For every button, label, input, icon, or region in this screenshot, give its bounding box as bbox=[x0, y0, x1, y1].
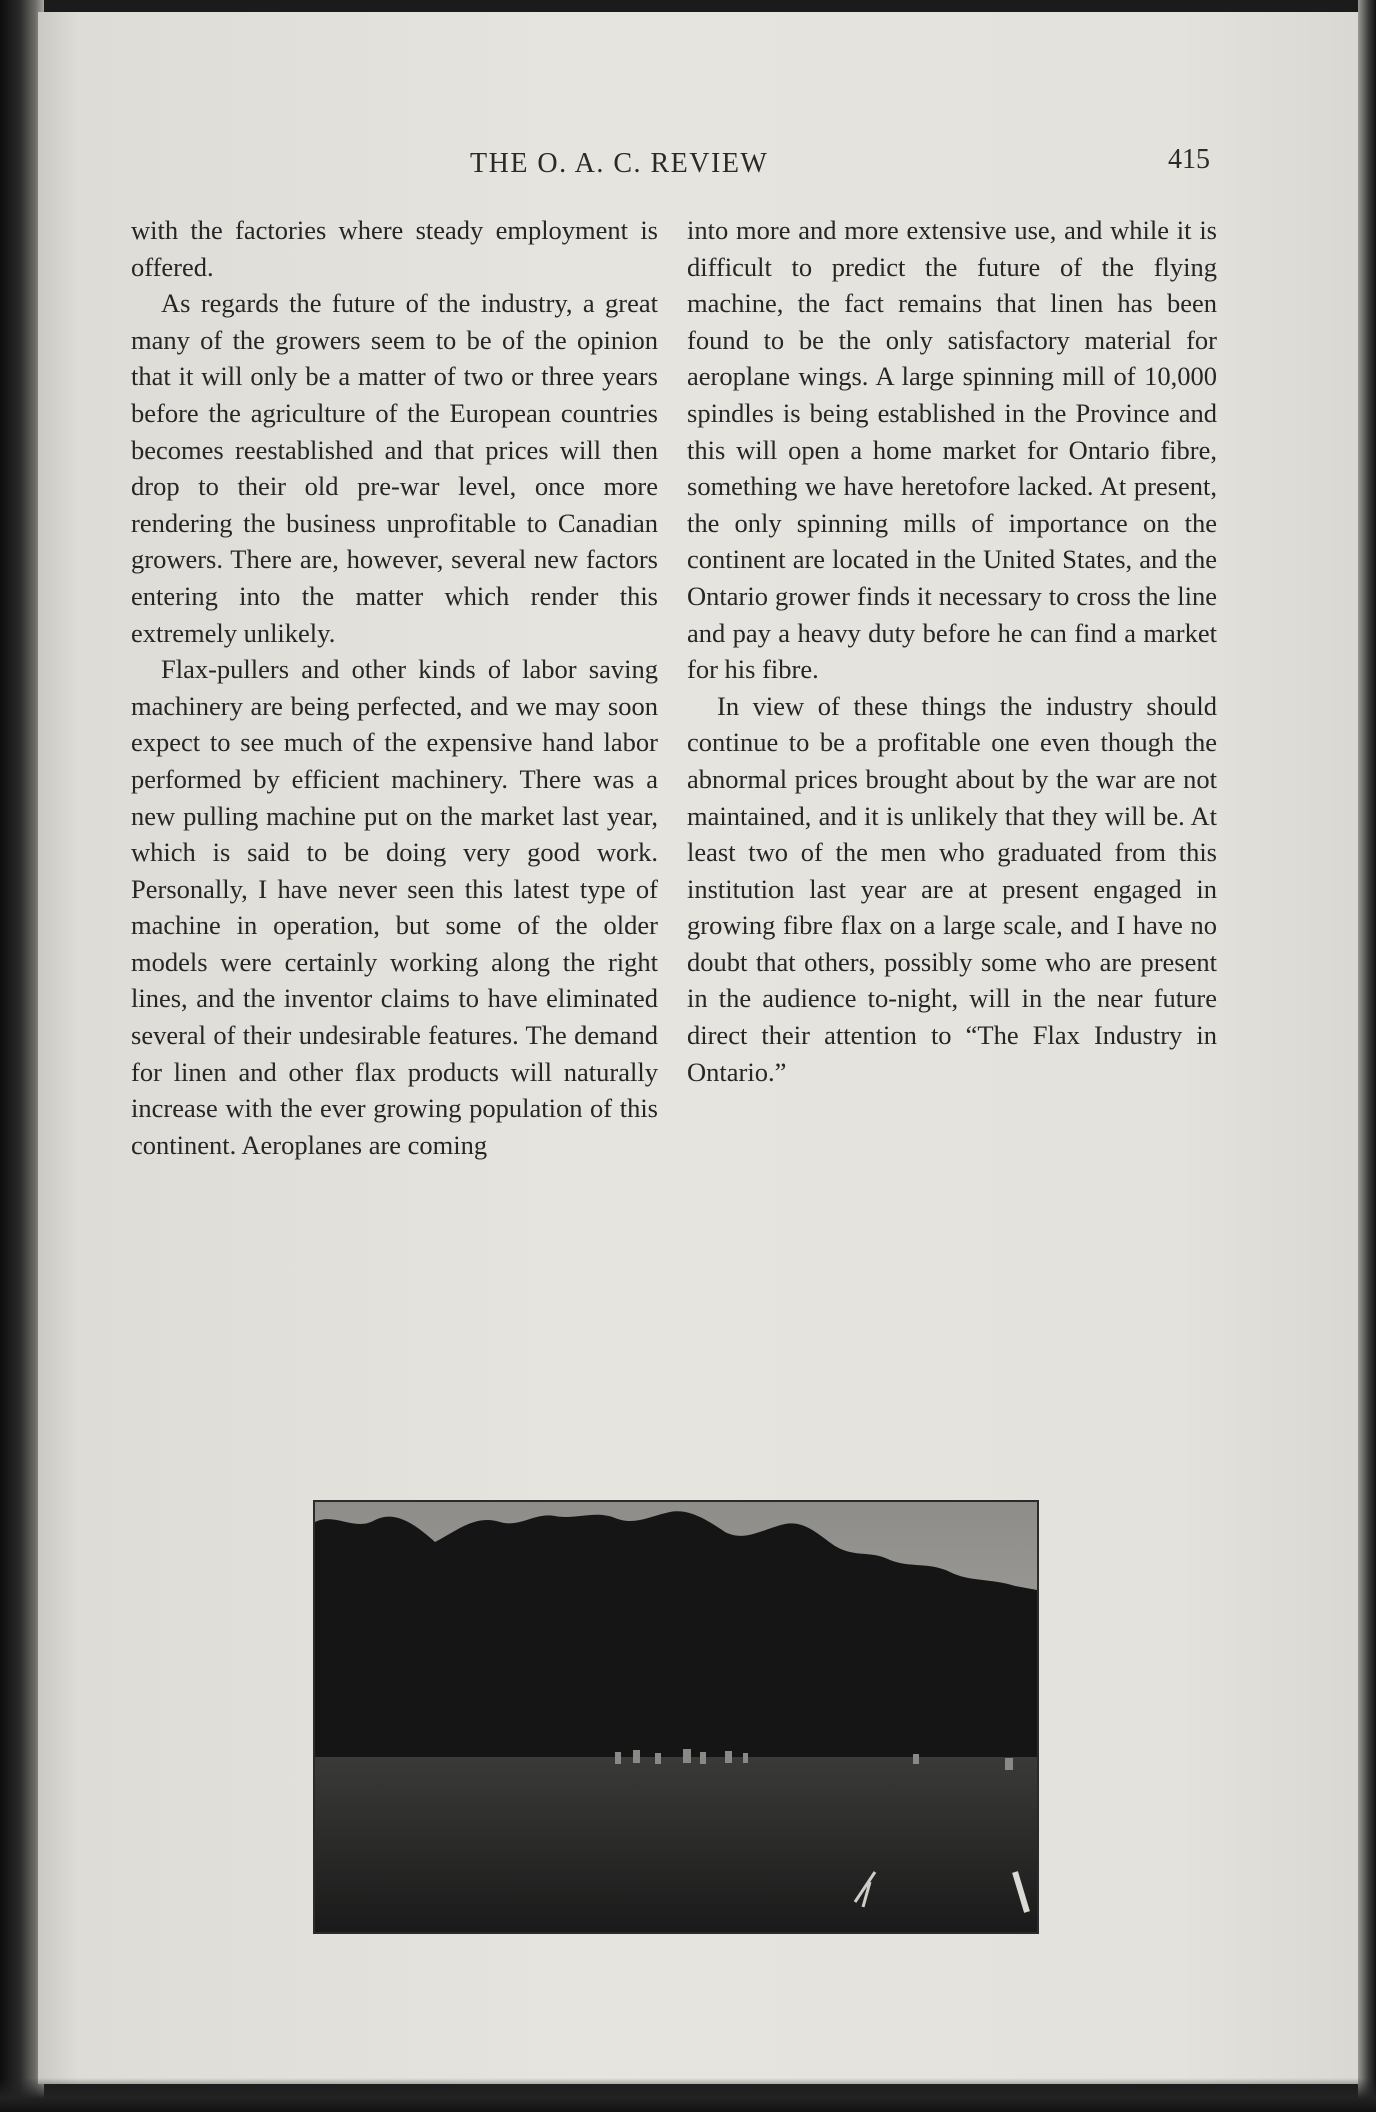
running-title: THE O. A. C. REVIEW bbox=[470, 148, 769, 179]
binding-shadow-right bbox=[1358, 0, 1376, 2112]
left-paragraph-1: with the factories where steady employment is offered. bbox=[131, 215, 658, 282]
right-paragraph-1: into more and more extensive use, and while it is difficult to predict the future of the flying machine, the fact remains that linen has been found to be the only satisfactory material for aeroplane wings. A large spinning mill of 10,000 spindles is being established in the Province and this will open a home market for Ontario fibre, something we have heretofore lacked. At present, the only spinning mills of importance on the continent are located in the United States, and the Ontario grower finds it necessary to cross the line and pay a heavy duty before he can find a market for his fibre. bbox=[687, 215, 1217, 685]
field-ground bbox=[315, 1757, 1037, 1932]
left-column bbox=[131, 212, 658, 1163]
left-paragraph-3: Flax-pullers and other kinds of labor saving machinery are being perfected, and we may soon expect to see much of the expensive hand labor performed by efficient machinery. There was a new pulling machine put on the market last year, which is said to be doing very good work. Personally, I have never seen this latest type of machine in operation, but some of the older models were certainly working along the right lines, and the inventor claims to have eliminated several of their undesirable features. The demand for linen and other flax products will naturally increase with the ever growing population of this continent. Aeroplanes are coming bbox=[131, 654, 658, 1160]
photo-image bbox=[315, 1502, 1037, 1932]
page-number: 415 bbox=[1168, 144, 1210, 175]
right-paragraph-2: In view of these things the industry should continue to be a profitable one even though the abnormal prices brought about by the war are not maintained, and it is unlikely that they will be. At least two of the men who graduated from this institution last year are at present engaged in growing fibre flax on a large scale, and I have no doubt that others, possibly some who are present in the audience to-night, will in the near future direct their attention to “The Flax Industry in Ontario.” bbox=[687, 690, 1217, 1087]
page-header bbox=[0, 140, 1376, 180]
right-column bbox=[687, 212, 1217, 1090]
left-paragraph-2: As regards the future of the industry, a great many of the growers seem to be of the opinion that it will only be a matter of two or three years before the agriculture of the European countries becomes reestablished and that prices will then drop to their old pre-war level, once more rendering the business unprofitable to Canadian growers. There are, however, several new factors entering into the matter which render this extremely unlikely. bbox=[131, 288, 658, 648]
flax-field-photograph bbox=[313, 1500, 1039, 1934]
bottom-edge-shadow bbox=[0, 2078, 1376, 2112]
